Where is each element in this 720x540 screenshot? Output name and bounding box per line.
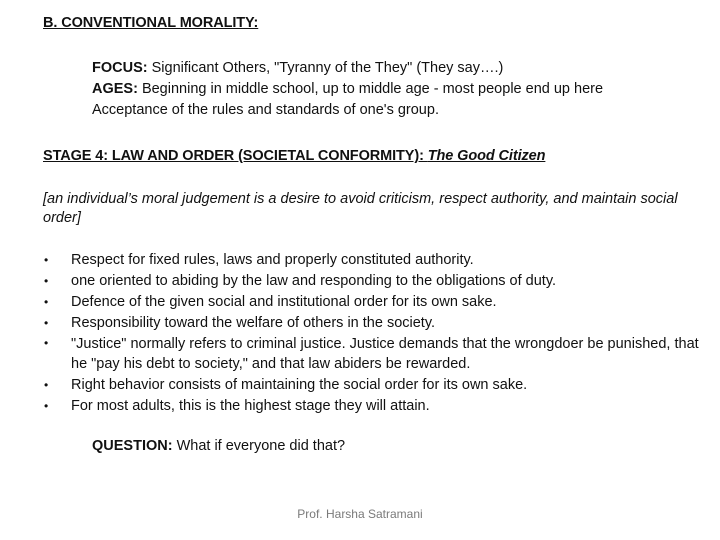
focus-line <box>92 58 603 79</box>
bullet-marker: • <box>44 316 49 330</box>
question-text: What if everyone did that? <box>172 438 346 454</box>
focus-label: FOCUS: <box>92 60 148 76</box>
acceptance-line: Acceptance of the rules and standards of one's group. <box>92 102 439 118</box>
ages-text: Beginning in middle school, up to middle age - most people end up here <box>137 81 604 97</box>
ages-line <box>92 79 603 100</box>
bullet-marker: • <box>44 399 49 413</box>
bullet-marker: • <box>44 336 49 350</box>
list-item <box>44 292 704 313</box>
list-item <box>44 334 704 375</box>
bullet-marker: • <box>44 253 49 267</box>
stage-intro: [an individual’s moral judgement is a desire to avoid criticism, respect authority, and maintain social order] <box>43 191 678 226</box>
ages-label: AGES: <box>92 81 138 97</box>
list-item <box>44 271 704 292</box>
bullet-text: one oriented to abiding by the law and responding to the obligations of duty. <box>71 273 557 289</box>
footer-credit: Prof. Harsha Satramani <box>297 507 423 521</box>
list-item <box>44 396 704 417</box>
list-item <box>44 313 704 334</box>
stage-title: STAGE 4: LAW AND ORDER (SOCIETAL CONFORMITY): <box>43 148 428 164</box>
list-item <box>44 375 704 396</box>
question-line <box>92 438 345 454</box>
question-label: QUESTION: <box>92 438 173 454</box>
bullet-text: Respect for fixed rules, laws and properly constituted authority. <box>71 252 474 268</box>
bullet-marker: • <box>44 274 49 288</box>
overview-block <box>92 58 603 121</box>
bullet-text: Responsibility toward the welfare of others in the society. <box>71 315 436 331</box>
bullet-text: Defence of the given social and institutional order for its own sake. <box>71 294 497 310</box>
bullet-marker: • <box>44 378 49 392</box>
bullet-list <box>44 250 704 417</box>
list-item <box>44 250 704 271</box>
section-title: B. CONVENTIONAL MORALITY: <box>43 15 259 31</box>
focus-text: Significant Others, "Tyranny of the They" (They say….) <box>147 60 504 76</box>
bullet-marker: • <box>44 295 49 309</box>
bullet-text: Right behavior consists of maintaining the social order for its own sake. <box>71 377 528 393</box>
bullet-text: For most adults, this is the highest stage they will attain. <box>71 398 430 414</box>
stage-heading <box>43 148 545 164</box>
stage-subtitle: The Good Citizen <box>427 148 546 164</box>
bullet-text: "Justice" normally refers to criminal justice. Justice demands that the wrongdoer be punished, that he "pay his debt to society," and that law abiders be rewarded. <box>71 336 699 372</box>
